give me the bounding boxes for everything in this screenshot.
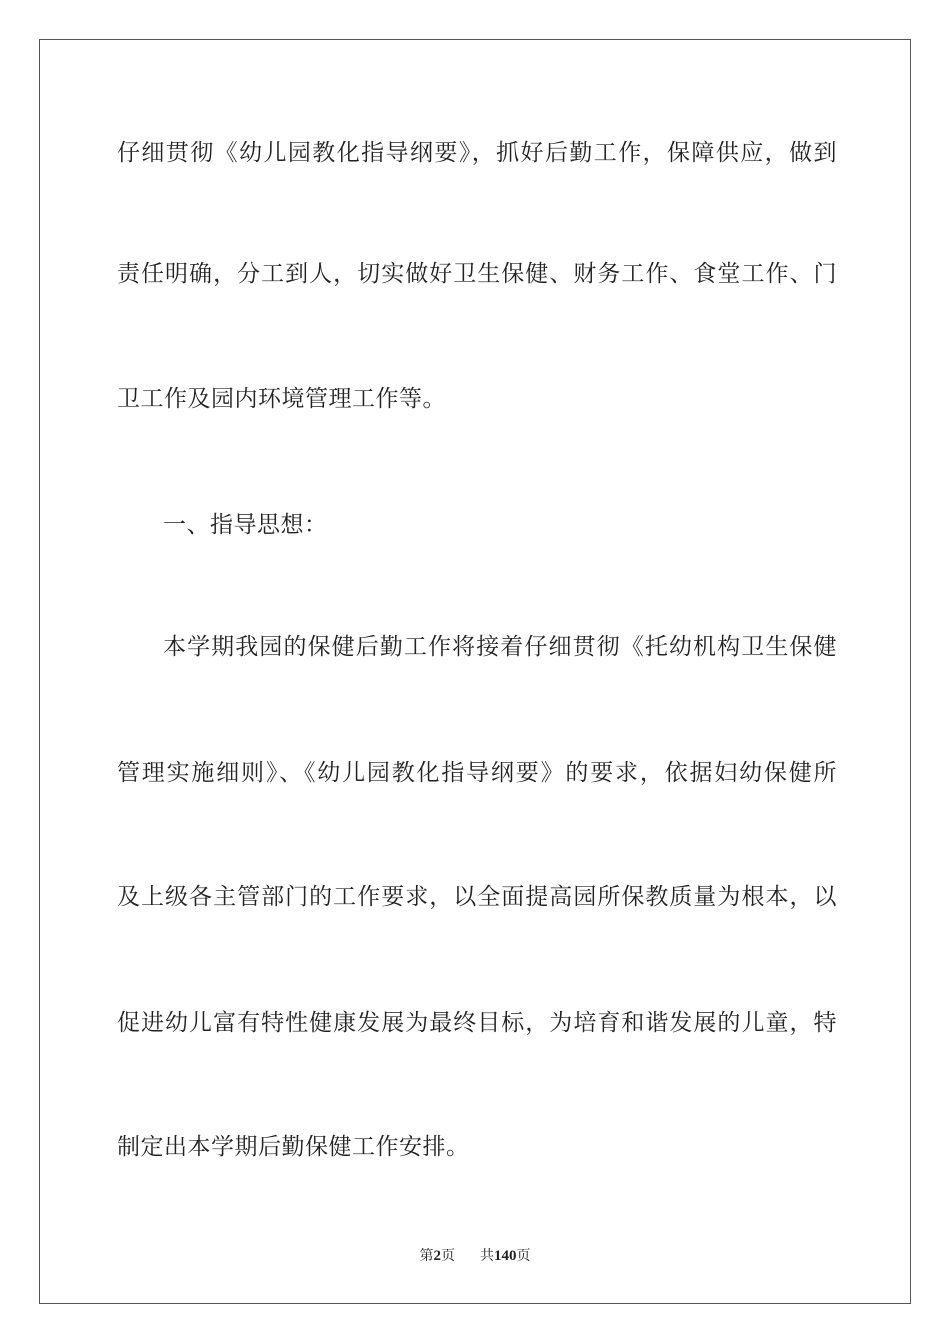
page-number-label (420, 1248, 460, 1264)
paragraph-2-line-2: 管理实施细则》、《幼儿园教化指导纲要》的要求，依据妇幼保健所 (117, 760, 837, 786)
paragraph-1-line-1: 仔细贯彻《幼儿园教化指导纲要》，抓好后勤工作，保障供应，做到 (117, 140, 837, 166)
page-suffix: 页 (441, 1248, 456, 1264)
paragraph-2-line-5: 制定出本学期后勤保健工作安排。 (117, 1134, 470, 1160)
total-prefix: 共 (479, 1248, 494, 1264)
total-pages: 140 (493, 1248, 517, 1264)
paragraph-2-line-1: 本学期我园的保健后勤工作将接着仔细贯彻《托幼机构卫生保健 (163, 634, 837, 660)
section-heading: 一、指导思想： (163, 512, 328, 538)
total-suffix: 页 (516, 1248, 531, 1264)
paragraph-1-line-2: 责任明确，分工到人，切实做好卫生保健、财务工作、食堂工作、门 (117, 261, 837, 287)
page-number: 2 (433, 1248, 442, 1264)
page-border (39, 39, 911, 1304)
page-prefix: 第 (419, 1248, 434, 1264)
page-footer (0, 1246, 950, 1266)
paragraph-2-line-4: 促进幼儿富有特性健康发展为最终目标，为培育和谐发展的儿童，特 (117, 1010, 837, 1036)
paragraph-2-line-3: 及上级各主管部门的工作要求，以全面提高园所保教质量为根本，以 (117, 884, 837, 910)
total-pages-label (480, 1248, 531, 1264)
paragraph-1-line-3: 卫工作及园内环境管理工作等。 (117, 386, 446, 412)
